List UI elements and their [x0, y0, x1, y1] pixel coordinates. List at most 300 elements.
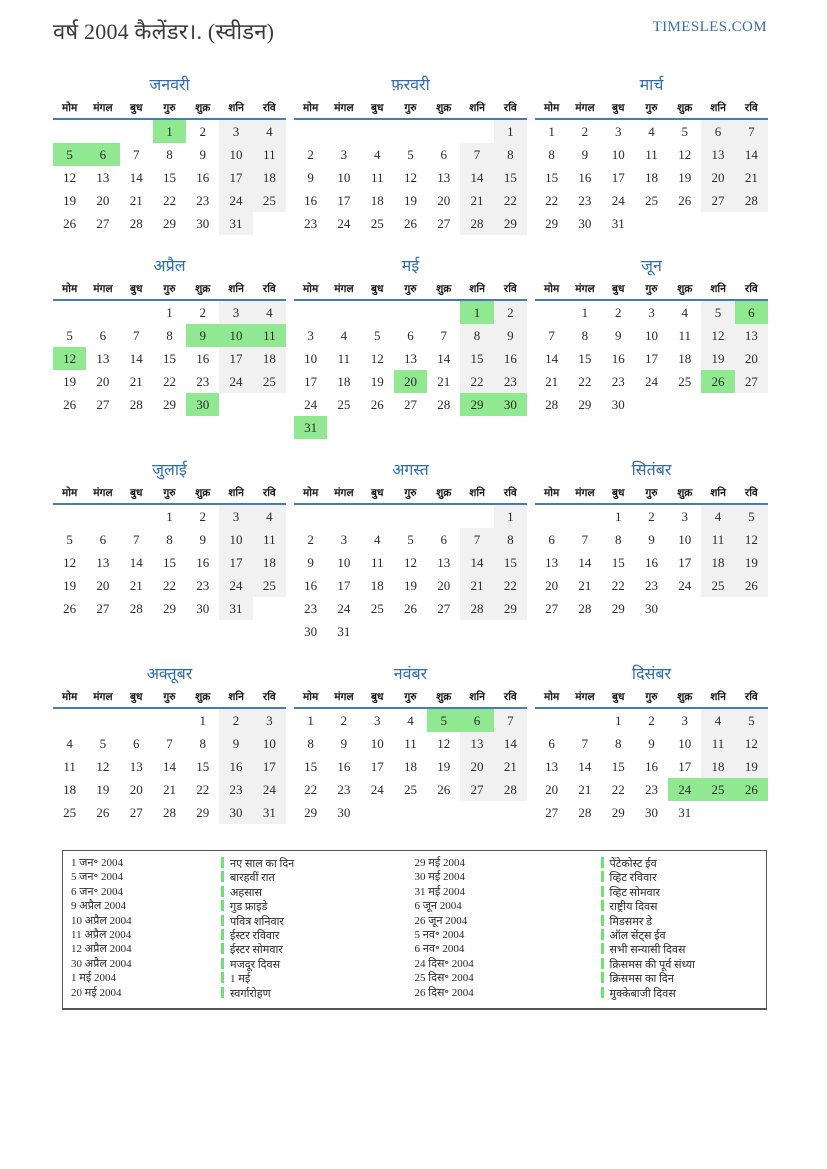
day-cell: 21: [437, 373, 451, 389]
month-table: [535, 99, 768, 235]
day-cell-empty: [327, 119, 360, 143]
day-cell-holiday: 6: [735, 300, 768, 324]
weekday-header: शुक्र: [427, 280, 460, 300]
weekday-header: बुध: [120, 99, 153, 119]
weekday-header: रवि: [494, 688, 527, 708]
day-cell-weekend: 14: [735, 143, 768, 166]
weekday-header: रवि: [494, 99, 527, 119]
day-cell: 15: [611, 554, 625, 570]
day-cell: 17: [678, 758, 692, 774]
day-cell: 18: [370, 192, 384, 208]
site-logo-link[interactable]: TIMESLES.COM: [652, 19, 767, 35]
month-title: मई: [401, 258, 420, 275]
day-cell: 4: [648, 123, 655, 139]
day-cell: 21: [545, 373, 559, 389]
weekday-header: गुरु: [394, 484, 427, 504]
month-block: [294, 73, 527, 235]
day-cell: 21: [162, 781, 176, 797]
day-cell-weekend: 21: [460, 189, 493, 212]
day-cell: 29: [304, 804, 318, 820]
holiday-marker-icon: [601, 987, 604, 998]
weekday-header: शुक्र: [668, 99, 701, 119]
day-cell-holiday: 12: [53, 347, 86, 370]
day-cell: 22: [611, 577, 625, 593]
day-cell: 28: [129, 600, 143, 616]
weekday-header: मंगल: [86, 688, 119, 708]
holiday-marker-icon: [221, 871, 224, 882]
day-cell: 6: [440, 531, 448, 547]
day-cell-holiday: 30: [494, 393, 527, 416]
week-row: [294, 528, 527, 551]
weekday-header: गुरु: [635, 280, 668, 300]
day-cell: 14: [437, 350, 451, 366]
day-cell-weekend: 11: [253, 528, 286, 551]
weekday-header: रवि: [253, 280, 286, 300]
day-cell: 27: [403, 396, 417, 412]
day-cell: 11: [337, 350, 351, 366]
weekday-header: मंगल: [327, 484, 360, 504]
legend-holiday-name: मजदूर दिवस: [221, 958, 415, 972]
day-cell: 13: [96, 554, 110, 570]
week-row: [294, 143, 527, 166]
day-cell-weekend: 20: [735, 347, 768, 370]
week-row: [535, 778, 768, 801]
day-cell: 16: [304, 577, 318, 593]
legend-date: 6 जन॰ 2004: [71, 885, 123, 898]
day-cell-weekend: 17: [219, 166, 252, 189]
day-cell-weekend: 19: [701, 347, 734, 370]
month-table: [294, 99, 527, 235]
legend-entry: [71, 958, 415, 972]
holiday-marker-icon: [221, 857, 224, 868]
day-cell: 4: [66, 735, 73, 751]
weekday-header: शनि: [219, 484, 252, 504]
week-row: [535, 119, 768, 143]
day-cell: 28: [578, 600, 592, 616]
week-row: [535, 347, 768, 370]
week-row: [294, 189, 527, 212]
day-cell: 8: [166, 327, 173, 343]
legend-date: 30 अप्रैल 2004: [71, 957, 132, 970]
legend-date: 25 दिस॰ 2004: [414, 972, 474, 985]
day-cell-weekend: 15: [494, 551, 527, 574]
day-cell: 15: [578, 350, 592, 366]
day-cell-weekend: 23: [494, 370, 527, 393]
day-cell: 7: [440, 327, 448, 343]
day-cell-empty: [735, 212, 768, 235]
week-row: [53, 801, 286, 824]
day-cell-holiday: 9: [186, 324, 219, 347]
day-cell: 29: [196, 804, 210, 820]
day-cell-weekend: 2: [494, 300, 527, 324]
month-title: नवंबर: [393, 666, 428, 683]
day-cell: 20: [545, 577, 559, 593]
month-table: [535, 688, 768, 824]
day-cell: 2: [307, 146, 314, 162]
day-cell: 15: [611, 758, 625, 774]
day-cell-empty: [294, 119, 327, 143]
day-cell: 13: [96, 350, 110, 366]
weekday-header: बुध: [120, 484, 153, 504]
day-cell: 27: [96, 396, 110, 412]
weekday-header: मंगल: [568, 688, 601, 708]
day-cell-empty: [361, 416, 394, 439]
month-table: [53, 688, 286, 824]
day-cell: 23: [196, 373, 210, 389]
day-cell-weekend: 7: [460, 143, 493, 166]
day-cell: 18: [403, 758, 417, 774]
day-cell: 5: [373, 327, 381, 343]
weekday-header: बुध: [361, 280, 394, 300]
holiday-marker-icon: [601, 857, 604, 868]
weekday-header: शनि: [219, 280, 252, 300]
day-cell-weekend: 17: [219, 551, 252, 574]
legend-entry: [71, 871, 415, 885]
day-cell: 26: [63, 600, 77, 616]
day-cell-empty: [394, 504, 427, 528]
day-cell: 10: [337, 169, 351, 185]
day-cell-weekend: 27: [735, 370, 768, 393]
day-cell: 21: [578, 781, 592, 797]
day-cell: 8: [614, 735, 622, 751]
day-cell-holiday: 1: [153, 119, 186, 143]
day-cell-holiday: 10: [219, 324, 252, 347]
week-row: [294, 166, 527, 189]
day-cell: 14: [129, 350, 143, 366]
day-cell: 24: [370, 781, 384, 797]
day-cell-empty: [53, 119, 86, 143]
day-cell: 11: [63, 758, 76, 774]
day-cell: 19: [63, 373, 77, 389]
day-cell-empty: [568, 504, 601, 528]
weekday-header: रवि: [735, 280, 768, 300]
day-cell: 24: [337, 600, 351, 616]
weekday-header: मोम: [535, 99, 568, 119]
day-cell-weekend: 24: [219, 370, 252, 393]
day-cell-empty: [327, 416, 360, 439]
weekday-header: बुध: [602, 280, 635, 300]
day-cell: 23: [611, 373, 625, 389]
day-cell: 21: [129, 192, 143, 208]
legend-entry: [71, 929, 415, 943]
day-cell: 28: [129, 396, 143, 412]
holiday-legend: [62, 850, 767, 1010]
weekday-header: शनि: [460, 280, 493, 300]
day-cell: 11: [645, 146, 658, 162]
day-cell-holiday: 5: [53, 143, 86, 166]
day-cell: 20: [96, 577, 110, 593]
day-cell: 19: [63, 577, 77, 593]
weekday-header: रवि: [735, 484, 768, 504]
day-cell-weekend: 8: [460, 324, 493, 347]
month-block: [294, 254, 527, 439]
day-cell: 24: [337, 215, 351, 231]
legend-holiday-name: पवित्र शनिवार: [221, 915, 415, 929]
weekday-header: बुध: [602, 99, 635, 119]
day-cell: 8: [614, 531, 622, 547]
weekday-header: रवि: [494, 484, 527, 504]
day-cell-empty: [535, 504, 568, 528]
day-cell-holiday: 31: [294, 416, 327, 439]
day-cell-weekend: 10: [253, 732, 286, 755]
day-cell: 30: [578, 215, 592, 231]
day-cell-weekend: 13: [701, 143, 734, 166]
month-table: [53, 484, 286, 620]
weekday-header: शनि: [701, 688, 734, 708]
day-cell: 16: [644, 554, 658, 570]
day-cell: 3: [373, 712, 381, 728]
day-cell: 7: [132, 531, 140, 547]
day-cell: 17: [337, 577, 351, 593]
week-row: [294, 732, 527, 755]
day-cell: 8: [199, 735, 207, 751]
day-cell: 30: [196, 600, 210, 616]
day-cell-empty: [460, 504, 493, 528]
day-cell: 7: [166, 735, 173, 751]
week-row: [294, 755, 527, 778]
day-cell: 15: [162, 169, 176, 185]
day-cell: 30: [644, 804, 658, 820]
day-cell: 22: [162, 192, 176, 208]
day-cell: 29: [162, 396, 176, 412]
weekday-header: शनि: [701, 280, 734, 300]
day-cell: 1: [307, 712, 314, 728]
day-cell: 29: [611, 804, 625, 820]
week-row: [535, 755, 768, 778]
day-cell-weekend: 7: [460, 528, 493, 551]
day-cell: 29: [545, 215, 559, 231]
day-cell-empty: [53, 300, 86, 324]
legend-date: 12 अप्रैल 2004: [71, 943, 132, 956]
day-cell: 2: [340, 712, 348, 728]
week-row: [535, 143, 768, 166]
day-cell-holiday: 6: [86, 143, 119, 166]
weekday-header: शनि: [460, 99, 493, 119]
day-cell: 28: [545, 396, 559, 412]
day-cell-empty: [427, 119, 460, 143]
day-cell-weekend: 15: [460, 347, 493, 370]
holiday-marker-icon: [601, 915, 604, 926]
day-cell: 28: [437, 396, 451, 412]
day-cell: 21: [129, 373, 143, 389]
week-row: [53, 143, 286, 166]
legend-date: 26 जून 2004: [414, 914, 468, 927]
legend-date: 5 नव॰ 2004: [414, 929, 465, 942]
day-cell: 20: [437, 577, 451, 593]
weekday-header: गुरु: [394, 280, 427, 300]
day-cell: 26: [403, 215, 417, 231]
day-cell: 3: [681, 508, 689, 524]
day-cell: 25: [63, 804, 77, 820]
day-cell-weekend: 30: [219, 801, 252, 824]
day-cell-weekend: 8: [494, 143, 527, 166]
weekday-header: रवि: [253, 484, 286, 504]
week-row: [53, 212, 286, 235]
legend-date: 29 मई 2004: [414, 857, 465, 869]
day-cell-weekend: 28: [735, 189, 768, 212]
page-header: [0, 0, 827, 46]
day-cell-empty: [253, 212, 286, 235]
month-table: [294, 484, 527, 643]
day-cell-empty: [668, 597, 701, 620]
day-cell: 22: [162, 577, 176, 593]
weekday-header: मंगल: [327, 688, 360, 708]
day-cell-empty: [460, 119, 493, 143]
week-row: [535, 324, 768, 347]
legend-holiday-name: नए साल का दिन: [221, 857, 415, 871]
day-cell: 1: [166, 304, 173, 320]
holiday-marker-icon: [221, 900, 224, 911]
day-cell: 30: [304, 623, 318, 639]
day-cell: 31: [337, 623, 351, 639]
week-row: [53, 504, 286, 528]
month-block: [294, 458, 527, 643]
day-cell-weekend: 24: [219, 574, 252, 597]
day-cell: 1: [614, 712, 622, 728]
day-cell: 8: [581, 327, 589, 343]
day-cell: 4: [340, 327, 348, 343]
holiday-marker-icon: [221, 987, 224, 998]
month-block: [294, 662, 527, 824]
holiday-marker-icon: [601, 900, 604, 911]
day-cell: 8: [166, 146, 173, 162]
day-cell: 19: [63, 192, 77, 208]
day-cell-weekend: 14: [494, 732, 527, 755]
day-cell: 30: [196, 215, 210, 231]
day-cell: 10: [304, 350, 318, 366]
day-cell-empty: [86, 708, 119, 732]
day-cell-empty: [253, 393, 286, 416]
legend-date: 6 नव॰ 2004: [414, 943, 465, 956]
day-cell-empty: [327, 300, 360, 324]
weekday-header: गुरु: [394, 99, 427, 119]
legend-holiday-name: ऑल सेंट्स ईव: [601, 929, 759, 943]
day-cell: 12: [370, 350, 384, 366]
day-cell: 3: [307, 327, 314, 343]
week-row: [535, 393, 768, 416]
day-cell: 13: [129, 758, 143, 774]
day-cell: 10: [678, 531, 692, 547]
day-cell-empty: [460, 416, 493, 439]
day-cell: 27: [437, 215, 451, 231]
day-cell: 5: [681, 123, 689, 139]
day-cell: 14: [162, 758, 176, 774]
month-table: [535, 280, 768, 416]
legend-holiday-name: बारहवीं रात: [221, 871, 415, 885]
weekday-header: शुक्र: [668, 688, 701, 708]
day-cell-weekend: 3: [253, 708, 286, 732]
weekday-header: रवि: [253, 99, 286, 119]
day-cell: 9: [307, 554, 314, 570]
day-cell-weekend: 1: [494, 119, 527, 143]
day-cell: 20: [129, 781, 143, 797]
day-cell: 30: [337, 804, 351, 820]
day-cell: 17: [644, 350, 658, 366]
weekday-header: शनि: [219, 688, 252, 708]
day-cell-empty: [86, 300, 119, 324]
week-row: [53, 300, 286, 324]
weekday-header: मोम: [535, 484, 568, 504]
day-cell: 12: [63, 169, 77, 185]
day-cell: 6: [99, 327, 107, 343]
day-cell: 16: [196, 350, 210, 366]
day-cell-empty: [294, 504, 327, 528]
day-cell-weekend: 27: [460, 778, 493, 801]
day-cell: 6: [132, 735, 140, 751]
day-cell: 6: [407, 327, 414, 343]
day-cell: 25: [370, 215, 384, 231]
day-cell-weekend: 14: [460, 551, 493, 574]
day-cell-holiday: 26: [735, 778, 768, 801]
legend-date: 5 जन॰ 2004: [71, 871, 123, 884]
day-cell-weekend: 21: [460, 574, 493, 597]
day-cell: 8: [307, 735, 314, 751]
day-cell-weekend: 16: [494, 347, 527, 370]
day-cell-weekend: 18: [253, 347, 286, 370]
day-cell-empty: [120, 300, 153, 324]
day-cell-holiday: 5: [427, 708, 460, 732]
holiday-marker-icon: [601, 871, 604, 882]
day-cell: 11: [370, 169, 384, 185]
day-cell: 21: [578, 577, 592, 593]
legend-entry: [415, 900, 759, 914]
day-cell: 5: [66, 531, 73, 547]
day-cell-empty: [153, 708, 186, 732]
day-cell-weekend: 15: [494, 166, 527, 189]
day-cell: 11: [370, 554, 384, 570]
weekday-header: मोम: [294, 99, 327, 119]
week-row: [294, 212, 527, 235]
day-cell: 9: [199, 531, 207, 547]
day-cell: 15: [545, 169, 559, 185]
day-cell: 27: [545, 804, 559, 820]
day-cell: 5: [407, 531, 414, 547]
day-cell: 6: [548, 531, 555, 547]
day-cell-empty: [427, 416, 460, 439]
day-cell-weekend: 4: [253, 119, 286, 143]
weekday-header: बुध: [361, 99, 394, 119]
month-table: [294, 280, 527, 439]
day-cell: 11: [404, 735, 417, 751]
legend-date: 24 दिस॰ 2004: [414, 957, 474, 970]
legend-date: 20 मई 2004: [71, 986, 122, 999]
holiday-marker-icon: [221, 972, 224, 983]
day-cell-empty: [86, 119, 119, 143]
week-row: [535, 528, 768, 551]
legend-holiday-name: मिडसमर डे: [601, 915, 759, 929]
legend-entry: [415, 886, 759, 900]
weekday-header: मोम: [294, 484, 327, 504]
day-cell: 2: [199, 304, 207, 320]
week-row: [53, 551, 286, 574]
day-cell-weekend: 29: [494, 212, 527, 235]
legend-holiday-name: स्वर्गारोहण: [221, 987, 415, 1001]
day-cell-empty: [735, 801, 768, 824]
day-cell-weekend: 4: [701, 708, 734, 732]
day-cell-weekend: 24: [253, 778, 286, 801]
weekday-header: मोम: [53, 484, 86, 504]
holiday-marker-icon: [601, 929, 604, 940]
day-cell-weekend: 18: [253, 166, 286, 189]
day-cell: 3: [340, 146, 348, 162]
day-cell-weekend: 26: [735, 574, 768, 597]
day-cell-empty: [701, 212, 734, 235]
day-cell: 19: [678, 169, 692, 185]
day-cell-weekend: 17: [219, 347, 252, 370]
weekday-header: मंगल: [86, 280, 119, 300]
day-cell-weekend: 18: [701, 551, 734, 574]
day-cell: 9: [581, 146, 589, 162]
